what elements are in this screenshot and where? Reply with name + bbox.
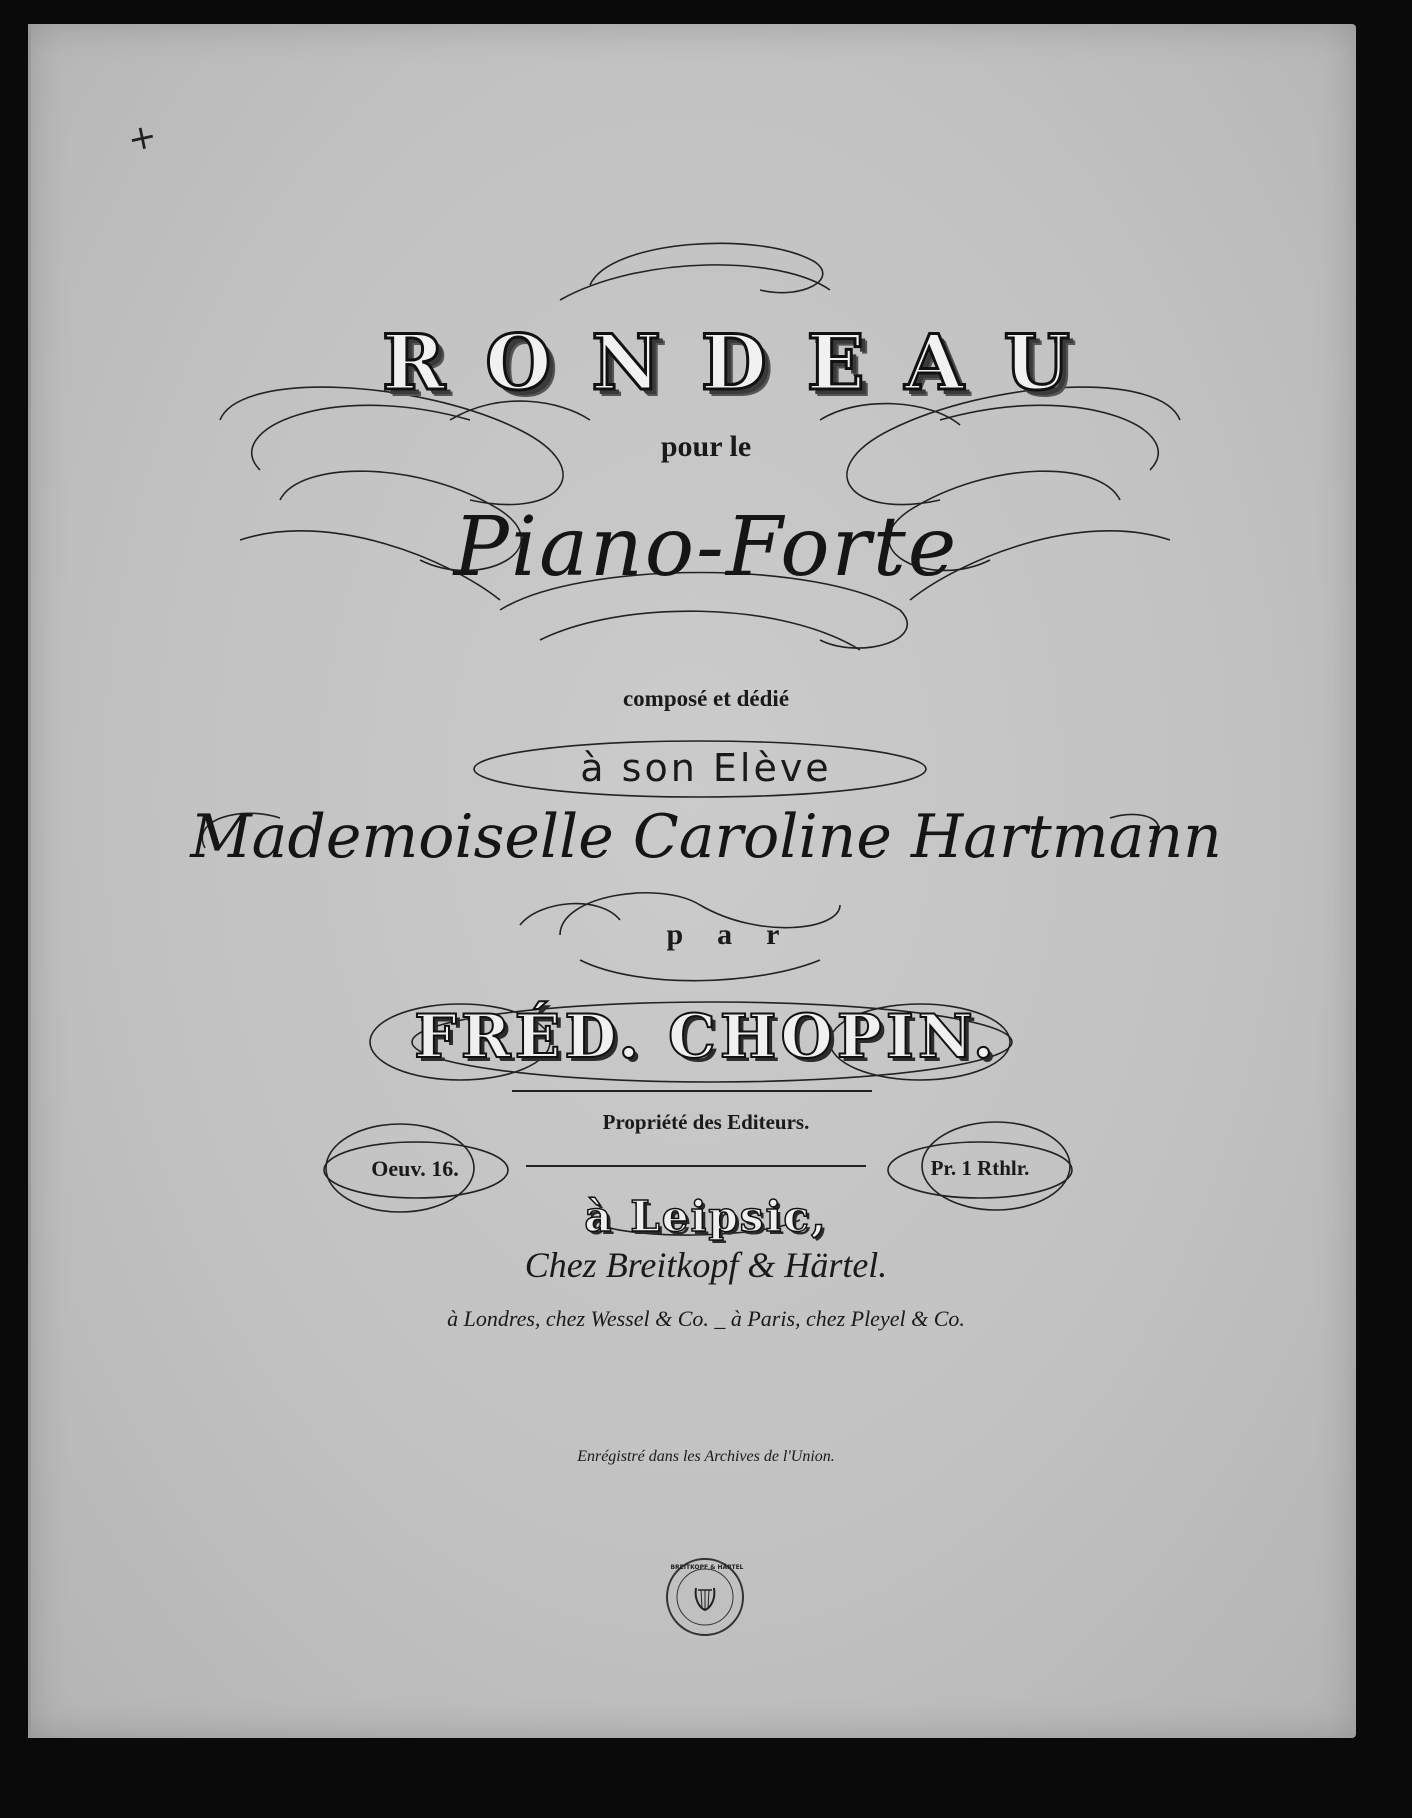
dedication-line: à son Elève: [580, 746, 832, 790]
divider-rule-middle: [526, 1165, 866, 1167]
publisher-stamp: [666, 1558, 744, 1636]
registration-note: Enrégistré dans les Archives de l'Union.: [577, 1448, 835, 1465]
composer-name: FRÉD. CHOPIN.: [414, 1002, 998, 1072]
divider-rule-top: [512, 1090, 872, 1092]
agents-line: à Londres, chez Wessel & Co. _ à Paris, chez Pleyel & Co.: [447, 1306, 965, 1331]
subtitle-pour-le: pour le: [660, 430, 752, 463]
instrument-title: Piano-Forte: [453, 500, 959, 595]
dedicatee-name: Mademoiselle Caroline Hartmann: [190, 802, 1222, 872]
price-label: Pr. 1 Rthlr.: [930, 1156, 1030, 1180]
par-line: par: [666, 918, 814, 951]
stamp-text: BREITKOPF & HÄRTEL: [670, 1564, 744, 1571]
lyre-icon: [668, 1560, 742, 1634]
compose-line: composé et dédié: [622, 686, 790, 711]
publisher-name: Chez Breitkopf & Härtel.: [524, 1245, 888, 1285]
propriete-line: Propriété des Editeurs.: [602, 1110, 810, 1134]
opus-number: Oeuv. 16.: [371, 1156, 459, 1181]
work-title: RONDEAU: [382, 318, 1110, 407]
publisher-city: à Leipsic,: [584, 1192, 828, 1241]
title-page: [28, 24, 1356, 1738]
pencil-mark: +: [124, 115, 161, 161]
